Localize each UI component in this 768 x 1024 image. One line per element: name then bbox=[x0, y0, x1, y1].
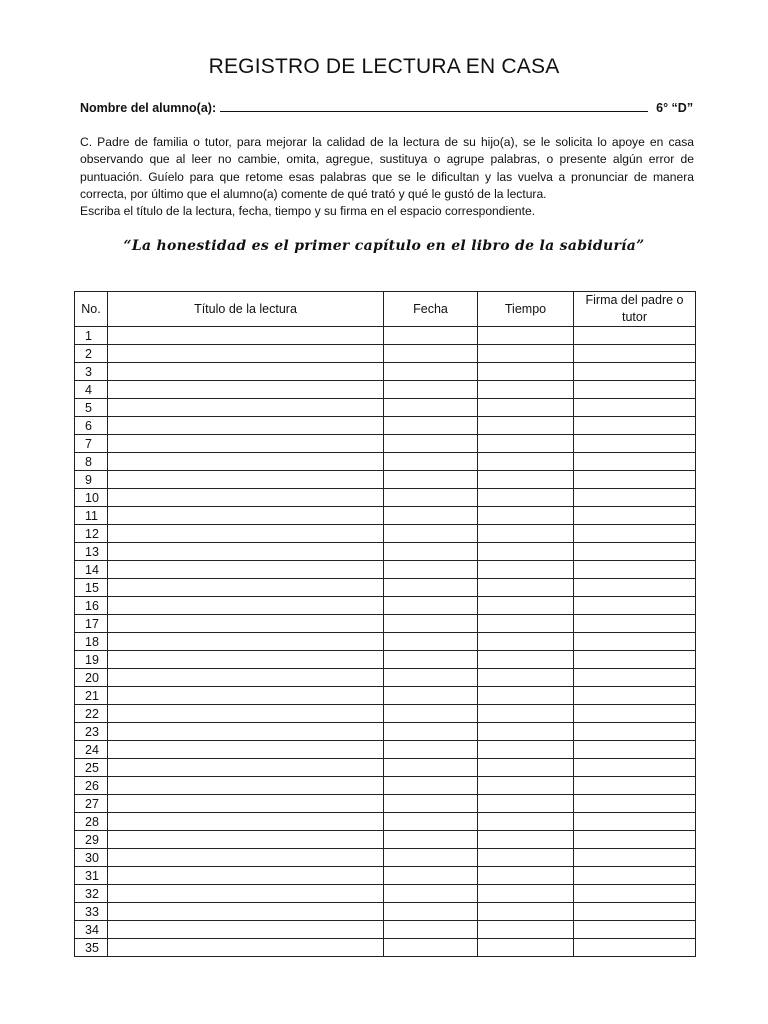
row-date-cell[interactable] bbox=[384, 777, 478, 795]
row-title-cell[interactable] bbox=[108, 453, 384, 471]
row-number: 35 bbox=[75, 939, 108, 957]
row-signature-cell[interactable] bbox=[574, 651, 696, 669]
table-row bbox=[75, 543, 696, 561]
row-date-cell[interactable] bbox=[384, 813, 478, 831]
row-date-cell[interactable] bbox=[384, 633, 478, 651]
row-title-cell[interactable] bbox=[108, 939, 384, 957]
row-date-cell[interactable] bbox=[384, 561, 478, 579]
header-time: Tiempo bbox=[478, 292, 574, 327]
row-title-cell[interactable] bbox=[108, 327, 384, 345]
row-date-cell[interactable] bbox=[384, 417, 478, 435]
row-signature-cell[interactable] bbox=[574, 759, 696, 777]
row-title-cell[interactable] bbox=[108, 795, 384, 813]
row-number: 16 bbox=[75, 597, 108, 615]
row-date-cell[interactable] bbox=[384, 579, 478, 597]
row-date-cell[interactable] bbox=[384, 327, 478, 345]
row-title-cell[interactable] bbox=[108, 867, 384, 885]
table-row bbox=[75, 363, 696, 381]
row-number: 25 bbox=[75, 759, 108, 777]
row-title-cell[interactable] bbox=[108, 363, 384, 381]
row-number: 2 bbox=[75, 345, 108, 363]
row-time-cell[interactable] bbox=[478, 453, 574, 471]
row-time-cell[interactable] bbox=[478, 597, 574, 615]
row-number: 21 bbox=[75, 687, 108, 705]
row-date-cell[interactable] bbox=[384, 687, 478, 705]
row-title-cell[interactable] bbox=[108, 669, 384, 687]
row-number: 10 bbox=[75, 489, 108, 507]
row-date-cell[interactable] bbox=[384, 651, 478, 669]
row-time-cell[interactable] bbox=[478, 669, 574, 687]
instructions bbox=[80, 134, 694, 220]
row-signature-cell[interactable] bbox=[574, 327, 696, 345]
row-title-cell[interactable] bbox=[108, 705, 384, 723]
row-signature-cell[interactable] bbox=[574, 885, 696, 903]
row-number: 1 bbox=[75, 327, 108, 345]
header-number: No. bbox=[75, 292, 108, 327]
table-row bbox=[75, 795, 696, 813]
row-title-cell[interactable] bbox=[108, 561, 384, 579]
row-signature-cell[interactable] bbox=[574, 903, 696, 921]
row-date-cell[interactable] bbox=[384, 399, 478, 417]
row-title-cell[interactable] bbox=[108, 489, 384, 507]
quote: “La honestidad es el primer capítulo en el libro de la sabiduría” bbox=[123, 238, 645, 254]
row-time-cell[interactable] bbox=[478, 903, 574, 921]
row-time-cell[interactable] bbox=[478, 885, 574, 903]
page-title: REGISTRO DE LECTURA EN CASA bbox=[208, 55, 560, 78]
row-time-cell[interactable] bbox=[478, 759, 574, 777]
table-row bbox=[75, 813, 696, 831]
table-row bbox=[75, 327, 696, 345]
table-row bbox=[75, 867, 696, 885]
row-title-cell[interactable] bbox=[108, 345, 384, 363]
row-signature-cell[interactable] bbox=[574, 741, 696, 759]
table-row bbox=[75, 561, 696, 579]
row-signature-cell[interactable] bbox=[574, 525, 696, 543]
row-date-cell[interactable] bbox=[384, 471, 478, 489]
row-time-cell[interactable] bbox=[478, 381, 574, 399]
row-time-cell[interactable] bbox=[478, 489, 574, 507]
row-signature-cell[interactable] bbox=[574, 489, 696, 507]
row-date-cell[interactable] bbox=[384, 705, 478, 723]
row-time-cell[interactable] bbox=[478, 399, 574, 417]
row-date-cell[interactable] bbox=[384, 543, 478, 561]
table-row bbox=[75, 777, 696, 795]
row-signature-cell[interactable] bbox=[574, 813, 696, 831]
row-date-cell[interactable] bbox=[384, 723, 478, 741]
row-number: 23 bbox=[75, 723, 108, 741]
row-time-cell[interactable] bbox=[478, 849, 574, 867]
table-row bbox=[75, 723, 696, 741]
instructions-line-2: Escriba el título de la lectura, fecha, tiempo y su firma en el espacio correspondiente. bbox=[80, 204, 536, 219]
row-number: 26 bbox=[75, 777, 108, 795]
header-signature: Firma del padre o tutor bbox=[574, 292, 696, 327]
row-date-cell[interactable] bbox=[384, 507, 478, 525]
table-row bbox=[75, 849, 696, 867]
row-title-cell[interactable] bbox=[108, 399, 384, 417]
row-number: 3 bbox=[75, 363, 108, 381]
row-date-cell[interactable] bbox=[384, 435, 478, 453]
row-signature-cell[interactable] bbox=[574, 705, 696, 723]
row-time-cell[interactable] bbox=[478, 795, 574, 813]
row-signature-cell[interactable] bbox=[574, 687, 696, 705]
row-time-cell[interactable] bbox=[478, 741, 574, 759]
row-title-cell[interactable] bbox=[108, 435, 384, 453]
row-number: 20 bbox=[75, 669, 108, 687]
row-number: 14 bbox=[75, 561, 108, 579]
row-title-cell[interactable] bbox=[108, 597, 384, 615]
table-row bbox=[75, 345, 696, 363]
row-time-cell[interactable] bbox=[478, 633, 574, 651]
table-row bbox=[75, 489, 696, 507]
row-time-cell[interactable] bbox=[478, 543, 574, 561]
table-row bbox=[75, 381, 696, 399]
row-date-cell[interactable] bbox=[384, 795, 478, 813]
table-row bbox=[75, 579, 696, 597]
row-title-cell[interactable] bbox=[108, 885, 384, 903]
row-date-cell[interactable] bbox=[384, 831, 478, 849]
table-row bbox=[75, 435, 696, 453]
row-signature-cell[interactable] bbox=[574, 363, 696, 381]
table-header-row bbox=[75, 292, 696, 327]
row-date-cell[interactable] bbox=[384, 741, 478, 759]
row-time-cell[interactable] bbox=[478, 687, 574, 705]
row-title-cell[interactable] bbox=[108, 849, 384, 867]
row-date-cell[interactable] bbox=[384, 363, 478, 381]
row-number: 24 bbox=[75, 741, 108, 759]
row-signature-cell[interactable] bbox=[574, 723, 696, 741]
instructions-paragraph: C. Padre de familia o tutor, para mejorar la calidad de la lectura de su hijo(a), se le solicita lo apoye en casa observando que al leer no cambie, omita, agregue, sustituya o agrupe palabras, o presente algún error de puntuación. Guíelo para que retome esas palabras que se le dificultan y las vuelva a pronunciar de manera correcta, por último que el alumno(a) comente de qué trató y qué le gustó de la lectura. bbox=[80, 135, 694, 201]
row-date-cell[interactable] bbox=[384, 615, 478, 633]
row-number: 15 bbox=[75, 579, 108, 597]
row-time-cell[interactable] bbox=[478, 417, 574, 435]
table-row bbox=[75, 651, 696, 669]
table-row bbox=[75, 525, 696, 543]
row-title-cell[interactable] bbox=[108, 687, 384, 705]
row-title-cell[interactable] bbox=[108, 651, 384, 669]
row-number: 13 bbox=[75, 543, 108, 561]
row-signature-cell[interactable] bbox=[574, 633, 696, 651]
table-row bbox=[75, 453, 696, 471]
row-time-cell[interactable] bbox=[478, 471, 574, 489]
row-time-cell[interactable] bbox=[478, 525, 574, 543]
table-row bbox=[75, 471, 696, 489]
table-row bbox=[75, 741, 696, 759]
row-date-cell[interactable] bbox=[384, 867, 478, 885]
row-number: 32 bbox=[75, 885, 108, 903]
table-row bbox=[75, 921, 696, 939]
row-time-cell[interactable] bbox=[478, 579, 574, 597]
row-title-cell[interactable] bbox=[108, 381, 384, 399]
row-date-cell[interactable] bbox=[384, 669, 478, 687]
row-number: 28 bbox=[75, 813, 108, 831]
row-signature-cell[interactable] bbox=[574, 381, 696, 399]
row-number: 19 bbox=[75, 651, 108, 669]
row-signature-cell[interactable] bbox=[574, 921, 696, 939]
row-title-cell[interactable] bbox=[108, 471, 384, 489]
row-time-cell[interactable] bbox=[478, 921, 574, 939]
row-signature-cell[interactable] bbox=[574, 417, 696, 435]
row-number: 34 bbox=[75, 921, 108, 939]
row-number: 29 bbox=[75, 831, 108, 849]
row-date-cell[interactable] bbox=[384, 903, 478, 921]
row-signature-cell[interactable] bbox=[574, 831, 696, 849]
row-signature-cell[interactable] bbox=[574, 435, 696, 453]
row-title-cell[interactable] bbox=[108, 813, 384, 831]
row-date-cell[interactable] bbox=[384, 453, 478, 471]
row-signature-cell[interactable] bbox=[574, 849, 696, 867]
row-signature-cell[interactable] bbox=[574, 507, 696, 525]
row-title-cell[interactable] bbox=[108, 615, 384, 633]
header-date: Fecha bbox=[384, 292, 478, 327]
row-title-cell[interactable] bbox=[108, 579, 384, 597]
row-time-cell[interactable] bbox=[478, 777, 574, 795]
row-time-cell[interactable] bbox=[478, 345, 574, 363]
row-title-cell[interactable] bbox=[108, 723, 384, 741]
row-title-cell[interactable] bbox=[108, 633, 384, 651]
row-signature-cell[interactable] bbox=[574, 579, 696, 597]
row-number: 8 bbox=[75, 453, 108, 471]
table-row bbox=[75, 831, 696, 849]
row-date-cell[interactable] bbox=[384, 489, 478, 507]
row-number: 30 bbox=[75, 849, 108, 867]
row-number: 6 bbox=[75, 417, 108, 435]
row-title-cell[interactable] bbox=[108, 741, 384, 759]
row-title-cell[interactable] bbox=[108, 417, 384, 435]
row-time-cell[interactable] bbox=[478, 363, 574, 381]
row-time-cell[interactable] bbox=[478, 831, 574, 849]
row-title-cell[interactable] bbox=[108, 921, 384, 939]
row-number: 31 bbox=[75, 867, 108, 885]
row-title-cell[interactable] bbox=[108, 777, 384, 795]
table-row bbox=[75, 687, 696, 705]
row-number: 12 bbox=[75, 525, 108, 543]
table-row bbox=[75, 885, 696, 903]
row-number: 27 bbox=[75, 795, 108, 813]
row-signature-cell[interactable] bbox=[574, 543, 696, 561]
row-number: 33 bbox=[75, 903, 108, 921]
row-time-cell[interactable] bbox=[478, 561, 574, 579]
table-body bbox=[75, 327, 696, 957]
table-row bbox=[75, 759, 696, 777]
row-title-cell[interactable] bbox=[108, 759, 384, 777]
row-title-cell[interactable] bbox=[108, 831, 384, 849]
table-row bbox=[75, 615, 696, 633]
row-number: 4 bbox=[75, 381, 108, 399]
row-signature-cell[interactable] bbox=[574, 399, 696, 417]
row-date-cell[interactable] bbox=[384, 849, 478, 867]
row-date-cell[interactable] bbox=[384, 921, 478, 939]
row-time-cell[interactable] bbox=[478, 723, 574, 741]
row-number: 7 bbox=[75, 435, 108, 453]
row-date-cell[interactable] bbox=[384, 381, 478, 399]
row-signature-cell[interactable] bbox=[574, 453, 696, 471]
table-row bbox=[75, 597, 696, 615]
row-number: 22 bbox=[75, 705, 108, 723]
table-row bbox=[75, 903, 696, 921]
row-time-cell[interactable] bbox=[478, 651, 574, 669]
row-number: 5 bbox=[75, 399, 108, 417]
row-time-cell[interactable] bbox=[478, 705, 574, 723]
reading-log-table bbox=[74, 291, 696, 957]
table-row bbox=[75, 705, 696, 723]
row-signature-cell[interactable] bbox=[574, 669, 696, 687]
table-row bbox=[75, 939, 696, 957]
table-row bbox=[75, 507, 696, 525]
row-date-cell[interactable] bbox=[384, 759, 478, 777]
table-row bbox=[75, 417, 696, 435]
row-number: 18 bbox=[75, 633, 108, 651]
table-row bbox=[75, 669, 696, 687]
row-signature-cell[interactable] bbox=[574, 939, 696, 957]
row-time-cell[interactable] bbox=[478, 867, 574, 885]
table-row bbox=[75, 399, 696, 417]
row-title-cell[interactable] bbox=[108, 543, 384, 561]
row-number: 9 bbox=[75, 471, 108, 489]
student-name-blank[interactable] bbox=[220, 100, 648, 112]
row-signature-cell[interactable] bbox=[574, 471, 696, 489]
row-time-cell[interactable] bbox=[478, 939, 574, 957]
student-name-line bbox=[80, 100, 700, 115]
row-date-cell[interactable] bbox=[384, 597, 478, 615]
row-signature-cell[interactable] bbox=[574, 345, 696, 363]
row-signature-cell[interactable] bbox=[574, 867, 696, 885]
row-time-cell[interactable] bbox=[478, 507, 574, 525]
row-time-cell[interactable] bbox=[478, 813, 574, 831]
row-time-cell[interactable] bbox=[478, 327, 574, 345]
row-signature-cell[interactable] bbox=[574, 615, 696, 633]
row-signature-cell[interactable] bbox=[574, 795, 696, 813]
row-date-cell[interactable] bbox=[384, 345, 478, 363]
row-signature-cell[interactable] bbox=[574, 777, 696, 795]
row-number: 11 bbox=[75, 507, 108, 525]
row-date-cell[interactable] bbox=[384, 885, 478, 903]
table-row bbox=[75, 633, 696, 651]
grade-label: 6° “D” bbox=[656, 101, 694, 115]
row-date-cell[interactable] bbox=[384, 525, 478, 543]
row-signature-cell[interactable] bbox=[574, 561, 696, 579]
row-time-cell[interactable] bbox=[478, 435, 574, 453]
row-title-cell[interactable] bbox=[108, 525, 384, 543]
row-signature-cell[interactable] bbox=[574, 597, 696, 615]
row-title-cell[interactable] bbox=[108, 903, 384, 921]
row-date-cell[interactable] bbox=[384, 939, 478, 957]
row-title-cell[interactable] bbox=[108, 507, 384, 525]
student-name-label: Nombre del alumno(a): bbox=[80, 101, 217, 115]
row-time-cell[interactable] bbox=[478, 615, 574, 633]
header-title: Título de la lectura bbox=[108, 292, 384, 327]
row-number: 17 bbox=[75, 615, 108, 633]
